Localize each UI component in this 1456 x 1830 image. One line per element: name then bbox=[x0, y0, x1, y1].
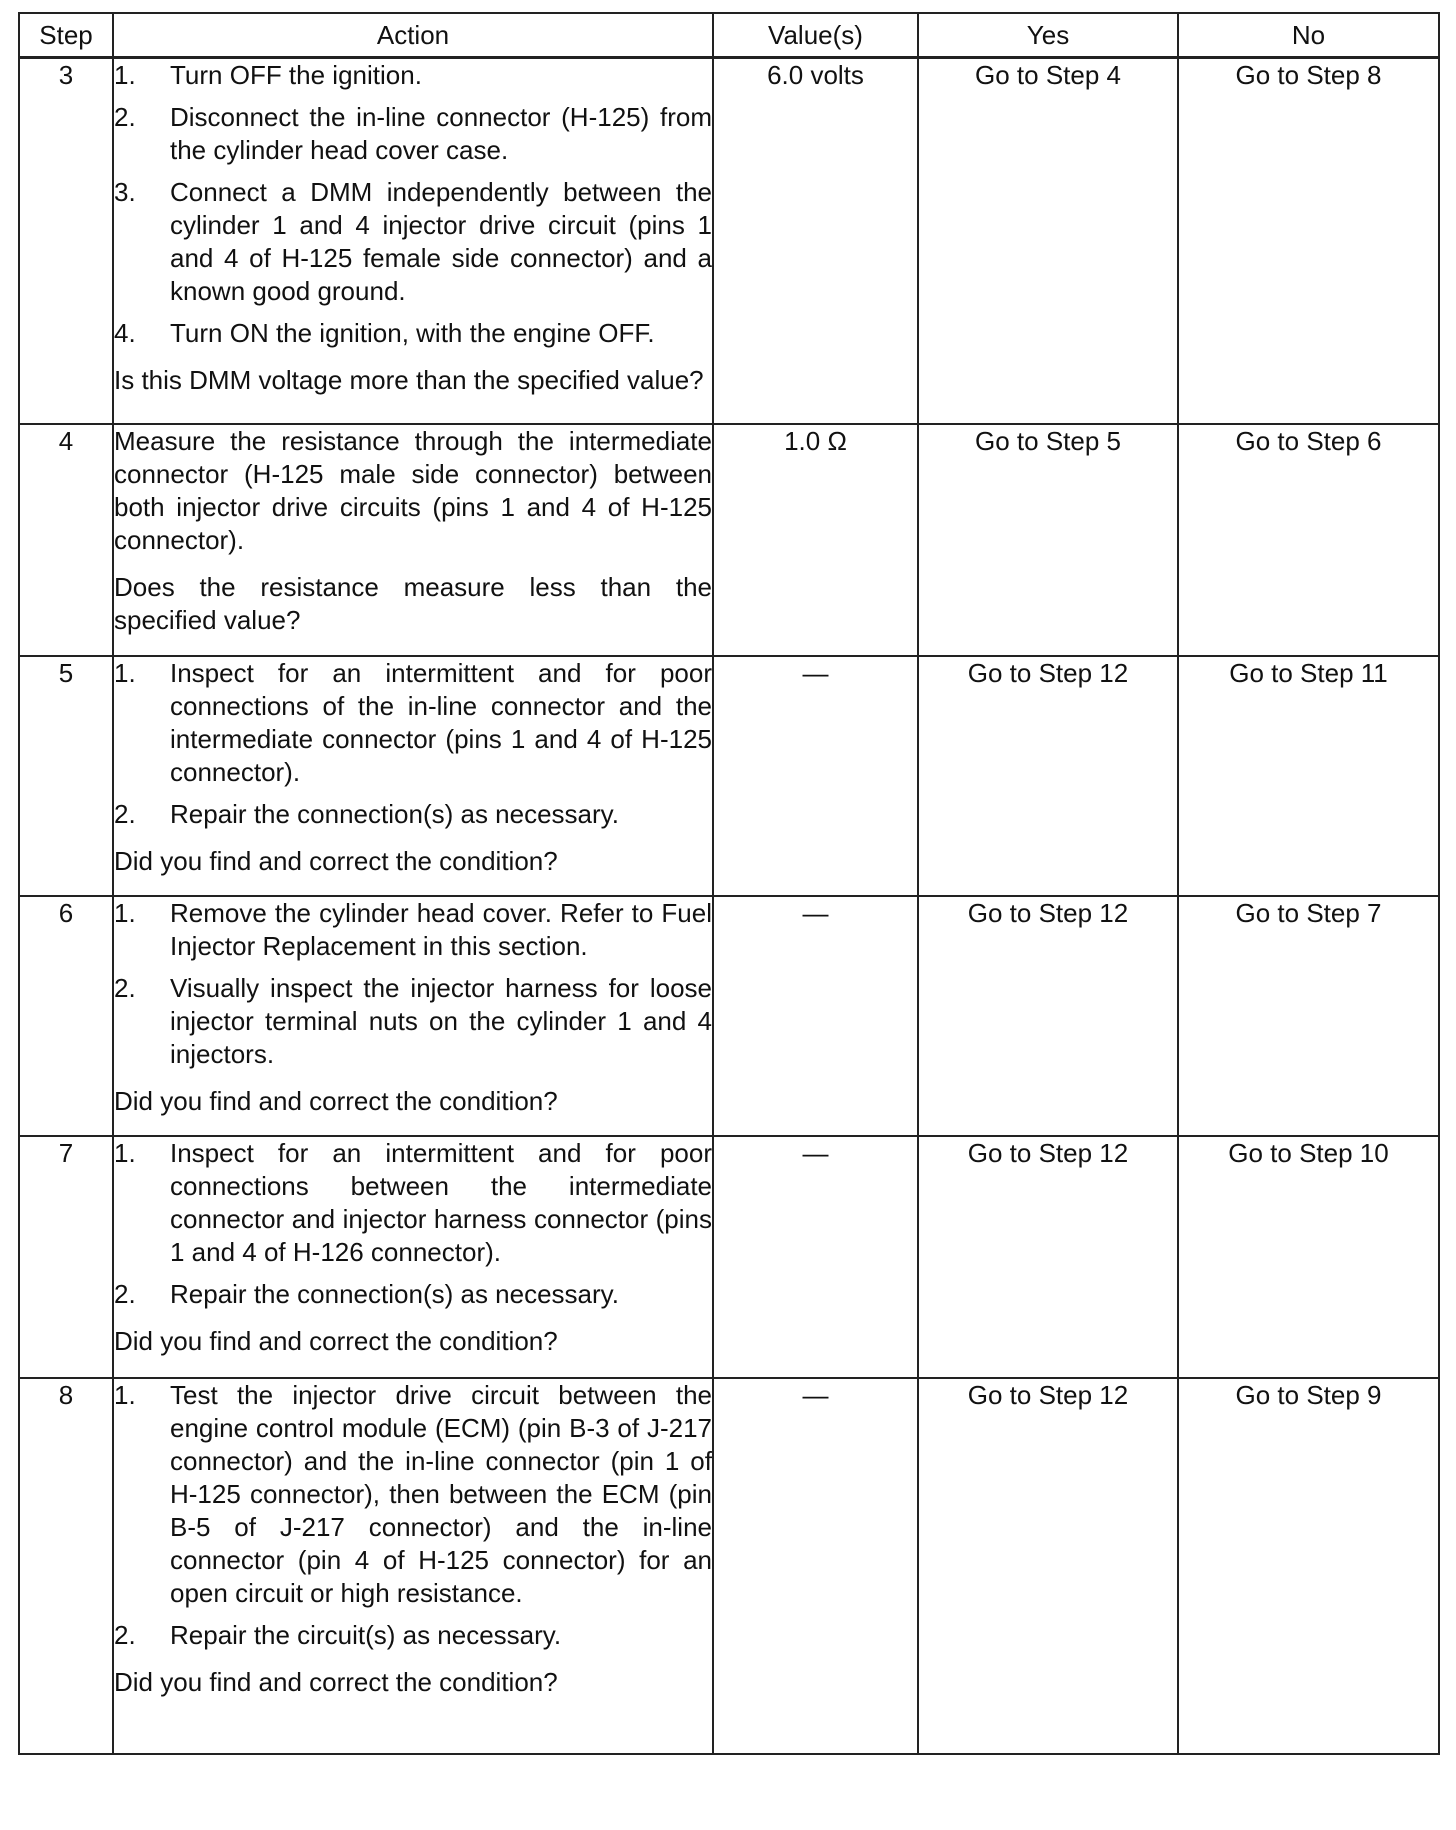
action-cell bbox=[113, 896, 713, 1136]
item-number: 2. bbox=[114, 972, 136, 1003]
item-text: Remove the cylinder head cover. Refer to Fuel Injector Replacement in this section. bbox=[170, 897, 712, 961]
item-text: Repair the circuit(s) as necessary. bbox=[170, 1619, 562, 1650]
value-cell: — bbox=[713, 1136, 918, 1378]
action-item bbox=[114, 59, 712, 92]
item-text: Repair the connection(s) as necessary. bbox=[170, 798, 619, 829]
no-cell: Go to Step 9 bbox=[1178, 1378, 1439, 1754]
item-number: 2. bbox=[114, 798, 136, 829]
step-row-6 bbox=[19, 896, 1439, 1136]
action-item bbox=[114, 798, 712, 831]
step-row-5 bbox=[19, 656, 1439, 896]
no-cell: Go to Step 11 bbox=[1178, 656, 1439, 896]
header-no: No bbox=[1178, 13, 1439, 58]
action-item bbox=[114, 317, 712, 350]
action-item bbox=[114, 101, 712, 167]
action-cell bbox=[113, 1378, 713, 1754]
header-values: Value(s) bbox=[713, 13, 918, 58]
yes-cell: Go to Step 12 bbox=[918, 656, 1178, 896]
item-text: Inspect for an intermittent and for poor connections of the in-line connector and the intermediate connector (pins 1 and 4 of H-125 connector). bbox=[170, 657, 712, 787]
header-step: Step bbox=[19, 13, 113, 58]
item-number: 1. bbox=[114, 1379, 136, 1410]
item-number: 1. bbox=[114, 897, 136, 928]
header-action: Action bbox=[113, 13, 713, 58]
step-number: 8 bbox=[19, 1378, 113, 1754]
action-cell bbox=[113, 424, 713, 656]
item-text: Test the injector drive circuit between the engine control module (ECM) (pin B-3 of J-217 connector) and the in-line connector (pin 1 of H-125 connector), then between the ECM (pin B-5 of J-217 connector) and the in-line connector (pin 4 of H-125 connector) for an open circuit or high resistance. bbox=[170, 1379, 712, 1608]
item-number: 1. bbox=[114, 657, 136, 688]
action-question: Does the resistance measure less than the specified value? bbox=[114, 571, 712, 635]
item-number: 2. bbox=[114, 1619, 136, 1650]
item-number: 1. bbox=[114, 60, 136, 90]
step-number: 3 bbox=[19, 58, 113, 424]
step-number: 6 bbox=[19, 896, 113, 1136]
step-number: 4 bbox=[19, 424, 113, 656]
item-text: Connect a DMM independently between the cylinder 1 and 4 injector drive circuit (pins 1 and 4 of H-125 female side connector) and a known good ground. bbox=[170, 177, 712, 306]
value-cell: — bbox=[713, 656, 918, 896]
step-row-8 bbox=[19, 1378, 1439, 1754]
yes-cell: Go to Step 12 bbox=[918, 896, 1178, 1136]
action-item bbox=[114, 1379, 712, 1610]
action-item bbox=[114, 972, 712, 1071]
value-cell: — bbox=[713, 1378, 918, 1754]
yes-cell: Go to Step 12 bbox=[918, 1378, 1178, 1754]
action-item bbox=[114, 1619, 712, 1652]
item-number: 4. bbox=[114, 318, 136, 348]
header-row bbox=[19, 13, 1439, 58]
item-text: Inspect for an intermittent and for poor connections between the intermediate connector and injector harness connector (pins 1 and 4 of H-126 connector). bbox=[170, 1137, 712, 1267]
action-question: Did you find and correct the condition? bbox=[114, 845, 558, 876]
item-number: 1. bbox=[114, 1137, 136, 1168]
value-cell: 1.0 Ω bbox=[713, 424, 918, 656]
action-question: Did you find and correct the condition? bbox=[114, 1666, 558, 1697]
no-cell: Go to Step 7 bbox=[1178, 896, 1439, 1136]
action-cell bbox=[113, 58, 713, 424]
item-text: Turn ON the ignition, with the engine OFF. bbox=[170, 318, 655, 348]
action-cell bbox=[113, 1136, 713, 1378]
item-text: Repair the connection(s) as necessary. bbox=[170, 1278, 619, 1309]
item-number: 2. bbox=[114, 1278, 136, 1309]
value-cell: — bbox=[713, 896, 918, 1136]
action-question: Did you find and correct the condition? bbox=[114, 1325, 558, 1356]
action-cell bbox=[113, 656, 713, 896]
yes-cell: Go to Step 5 bbox=[918, 424, 1178, 656]
item-text: Visually inspect the injector harness for loose injector terminal nuts on the cylinder 1 and 4 injectors. bbox=[170, 972, 712, 1069]
step-number: 7 bbox=[19, 1136, 113, 1378]
step-row-3 bbox=[19, 58, 1439, 424]
no-cell: Go to Step 10 bbox=[1178, 1136, 1439, 1378]
step-row-4 bbox=[19, 424, 1439, 656]
step-number: 5 bbox=[19, 656, 113, 896]
item-number: 2. bbox=[114, 102, 136, 132]
item-text: Turn OFF the ignition. bbox=[170, 60, 422, 90]
item-text: Disconnect the in-line connector (H-125) from the cylinder head cover case. bbox=[170, 102, 712, 165]
diagnostic-table bbox=[18, 12, 1440, 1755]
header-yes: Yes bbox=[918, 13, 1178, 58]
item-number: 3. bbox=[114, 177, 136, 207]
action-item bbox=[114, 657, 712, 789]
yes-cell: Go to Step 4 bbox=[918, 58, 1178, 424]
action-item bbox=[114, 1278, 712, 1311]
action-question: Did you find and correct the condition? bbox=[114, 1085, 558, 1116]
value-cell: 6.0 volts bbox=[713, 58, 918, 424]
yes-cell: Go to Step 12 bbox=[918, 1136, 1178, 1378]
no-cell: Go to Step 6 bbox=[1178, 424, 1439, 656]
action-question: Is this DMM voltage more than the specified value? bbox=[114, 365, 704, 395]
action-item bbox=[114, 897, 712, 963]
action-item bbox=[114, 1137, 712, 1269]
step-row-7 bbox=[19, 1136, 1439, 1378]
no-cell: Go to Step 8 bbox=[1178, 58, 1439, 424]
action-item bbox=[114, 176, 712, 308]
action-text: Measure the resistance through the intermediate connector (H-125 male side connector) between both injector drive circuits (pins 1 and 4 of H-125 connector). bbox=[114, 425, 712, 555]
